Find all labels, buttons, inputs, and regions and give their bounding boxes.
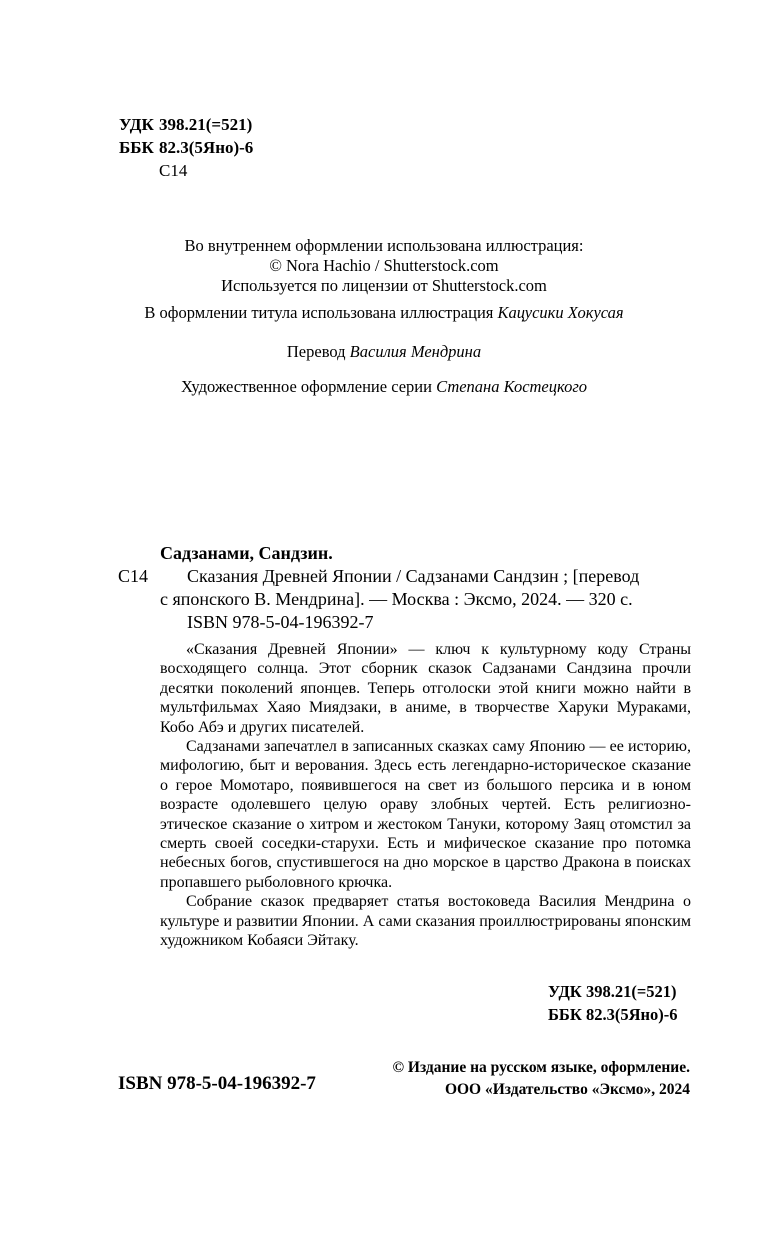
title-illustration-prefix: В оформлении титула использована иллюстрация <box>144 303 494 322</box>
translation-author: Василия Мендрина <box>349 342 482 361</box>
illustration-credit-line: Во внутреннем оформлении использована иллюстрация: <box>184 236 584 255</box>
isbn-footer: ISBN 978-5-04-196392-7 <box>118 1073 316 1094</box>
author-mark-top: С14 <box>159 161 188 180</box>
translation-prefix: Перевод <box>286 342 346 361</box>
series-design-prefix: Художественное оформление серии <box>180 377 432 396</box>
bbk-value: 82.3(5Яно)-6 <box>159 138 254 157</box>
udk-code-top <box>119 115 252 135</box>
bibliography-line-1: Сказания Древней Японии / Садзанами Сандзин ; [перевод <box>187 566 640 586</box>
bbk-code-top <box>119 138 253 158</box>
udk-footer-label: УДК <box>548 982 582 1001</box>
annotation-paragraph-1: «Сказания Древней Японии» — ключ к культурному коду Страны восходящего солнца. Этот сборник сказок Садзанами Сандзина прочли десятки поколений японцев. Теперь отголоски этой книги можно найти в мультфильмах Хаяо Миядзаки, в аниме, в творчестве Харуки Мураками, Кобо Абэ и других писателей. <box>160 641 691 736</box>
annotation-paragraph-2: Садзанами запечатлел в записанных сказках саму Японию — ее историю, мифологию, быт и верования. Здесь есть легендарно-историческое сказание о герое Момотаро, появившегося на свет из большого персика и в юном возрасте одолевшего целую ораву злобных чертей. Есть религиозно-этическое сказание о хитром и жестоком Тануки, которому Заяц отомстил за смерть своей соседки-старухи. Есть и мифическое сказание про потомка небесных богов, спустившегося на дно морское в царство Дракона в поисках пропавшего рыболовного крючка. <box>160 738 691 891</box>
illustration-copyright-line: © Nora Hachio / Shutterstock.com <box>269 256 499 275</box>
udk-value: 398.21(=521) <box>159 115 253 134</box>
annotation-paragraph-3: Собрание сказок предваряет статья востоковеда Василия Мендрина о культуре и развитии Японии. А сами сказания проиллюстрированы японским художником Кобаяси Эйтаку. <box>160 893 691 950</box>
series-design-author: Степана Костецкого <box>436 377 588 396</box>
udk-label: УДК <box>119 115 154 134</box>
annotation <box>160 640 691 951</box>
udk-code-footer <box>548 982 677 1002</box>
bibliography-isbn: ISBN 978-5-04-196392-7 <box>187 612 374 632</box>
bibliography-mark: С14 <box>118 566 149 586</box>
copyright-line-2: ООО «Издательство «Эксмо», 2024 <box>444 1081 690 1098</box>
series-design-credit <box>0 377 768 397</box>
license-line: Используется по лицензии от Shutterstock.com <box>221 276 547 295</box>
bbk-code-footer <box>548 1005 678 1025</box>
bbk-footer-value: 82.3(5Яно)-6 <box>586 1005 678 1024</box>
bibliography-line-2: с японского В. Мендрина]. — Москва : Эксмо, 2024. — 320 с. <box>160 589 633 609</box>
title-illustration-credit <box>0 303 768 323</box>
udk-footer-value: 398.21(=521) <box>586 982 677 1001</box>
copyright-line-1: © Издание на русском языке, оформление. <box>392 1059 690 1076</box>
bibliography-heading: Садзанами, Сандзин. <box>160 543 333 563</box>
translation-credit <box>0 342 768 362</box>
bbk-label: ББК <box>119 138 154 157</box>
bbk-footer-label: ББК <box>548 1005 582 1024</box>
title-illustration-author: Кацусики Хокусая <box>497 303 624 322</box>
